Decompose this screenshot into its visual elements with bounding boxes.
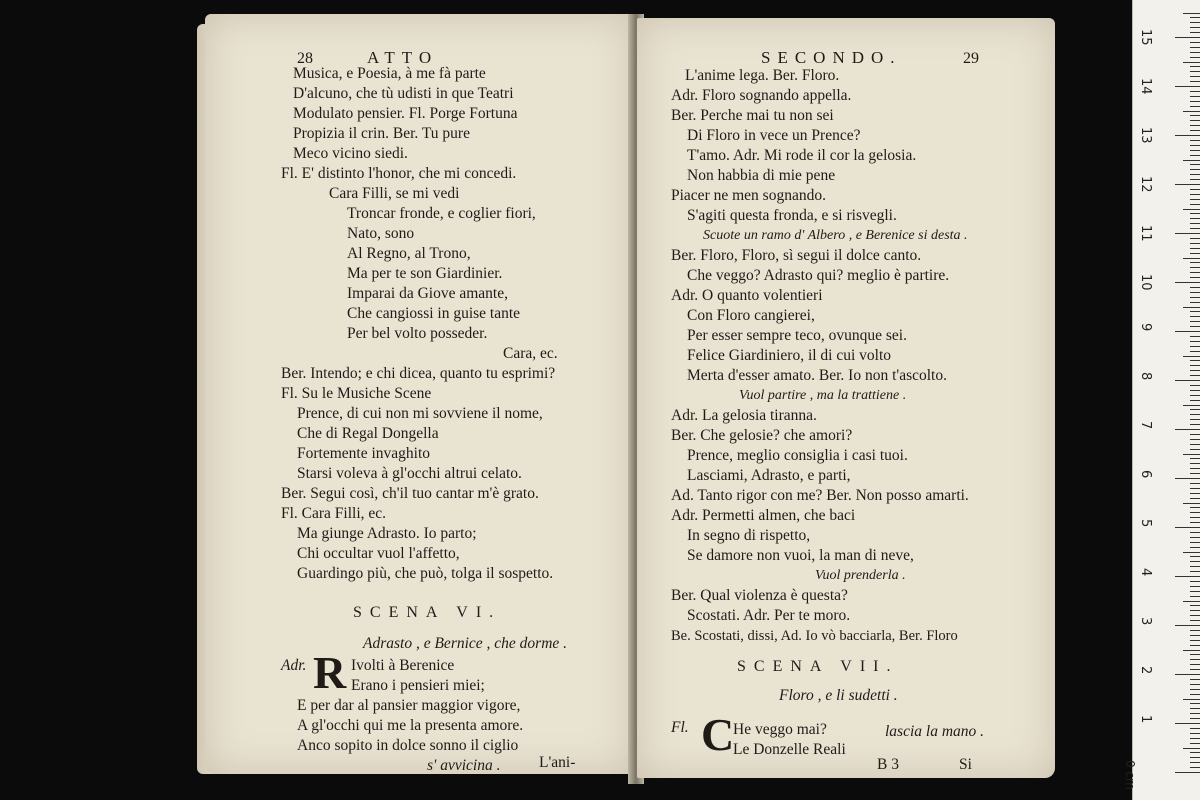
ruler-tick xyxy=(1190,311,1200,312)
ruler-tick xyxy=(1190,728,1200,729)
ruler-number: 6 xyxy=(1138,470,1153,479)
text-line: Troncar fronde, e coglier fiori, xyxy=(347,205,536,222)
text-line: He veggo mai? xyxy=(733,721,827,738)
ruler-tick xyxy=(1190,336,1200,337)
ruler-tick xyxy=(1190,76,1200,77)
text-line: Che cangiossi in guise tante xyxy=(347,305,521,322)
ruler-tick xyxy=(1190,218,1200,219)
ruler-tick xyxy=(1175,478,1200,479)
ruler-tick xyxy=(1190,571,1200,572)
text-line: Guardingo più, che può, tolga il sospetto. xyxy=(297,565,554,582)
stage-direction: Vuol prenderla . xyxy=(815,568,906,583)
ruler-tick xyxy=(1183,62,1200,63)
text-line: Chi occultar vuol l'affetto, xyxy=(297,545,460,562)
text-line: Ber. Che gelosie? che amori? xyxy=(671,427,853,444)
ruler-tick xyxy=(1190,292,1200,293)
ruler-tick xyxy=(1190,517,1200,518)
scene-characters: Floro , e li sudetti . xyxy=(779,687,898,704)
ruler-tick xyxy=(1190,174,1200,175)
text-line: Fl. E' distinto l'honor, che mi concedi. xyxy=(281,165,517,182)
ruler-tick xyxy=(1190,32,1200,33)
ruler-tick xyxy=(1190,57,1200,58)
ruler-tick xyxy=(1190,248,1200,249)
ruler-tick xyxy=(1183,454,1200,455)
text-line: Lasciami, Adrasto, e parti, xyxy=(687,467,851,484)
text-line: Scostati. Adr. Per te moro. xyxy=(687,607,851,624)
text-line: Che veggo? Adrasto qui? meglio è partire. xyxy=(687,267,950,284)
ruler-tick xyxy=(1190,199,1200,200)
ruler-tick xyxy=(1190,654,1200,655)
ruler-tick xyxy=(1175,86,1200,87)
ruler-tick xyxy=(1190,228,1200,229)
ruler-tick xyxy=(1190,439,1200,440)
ruler-tick xyxy=(1175,723,1200,724)
ruler-tick xyxy=(1190,360,1200,361)
text-line: Al Regno, al Trono, xyxy=(347,245,471,262)
right-page xyxy=(637,18,1055,778)
ruler-tick xyxy=(1175,772,1200,773)
ruler-tick xyxy=(1190,605,1200,606)
text-line: D'alcuno, che tù udisti in que Teatri xyxy=(293,85,514,102)
text-line: A gl'occhi qui me la presenta amore. xyxy=(297,717,524,734)
ruler-tick xyxy=(1190,434,1200,435)
ruler-tick xyxy=(1190,27,1200,28)
ruler-tick xyxy=(1175,37,1200,38)
ruler-tick xyxy=(1183,552,1200,553)
ruler-tick xyxy=(1190,581,1200,582)
ruler-number: 5 xyxy=(1138,519,1153,528)
stage-direction: Vuol partire , ma la trattiene . xyxy=(739,388,907,403)
ruler-tick xyxy=(1190,752,1200,753)
ruler-tick xyxy=(1190,321,1200,322)
text-line: Per esser sempre teco, ovunque sei. xyxy=(687,327,907,344)
text-line: Le Donzelle Reali xyxy=(733,741,846,758)
ruler-tick xyxy=(1190,326,1200,327)
ruler-tick xyxy=(1190,238,1200,239)
ruler-tick xyxy=(1190,150,1200,151)
ruler-tick xyxy=(1190,591,1200,592)
ruler-tick xyxy=(1190,409,1200,410)
ruler-tick xyxy=(1190,390,1200,391)
text-line: Be. Scostati, dissi, Ad. Io vò bacciarla, Ber. Floro xyxy=(671,628,958,644)
text-line: Cara, ec. xyxy=(503,345,558,362)
text-line: Se damore non vuoi, la man di neve, xyxy=(687,547,914,564)
ruler-tick xyxy=(1190,635,1200,636)
ruler-tick xyxy=(1190,542,1200,543)
ruler-tick xyxy=(1190,463,1200,464)
ruler-tick xyxy=(1190,164,1200,165)
ruler-number: 15 xyxy=(1138,29,1153,46)
ruler-tick xyxy=(1190,468,1200,469)
ruler-tick xyxy=(1190,400,1200,401)
text-line: Ma giunge Adrasto. Io parto; xyxy=(297,525,477,542)
ruler-tick xyxy=(1190,106,1200,107)
ruler-tick xyxy=(1190,243,1200,244)
ruler-unit-label: 0 cm xyxy=(1123,760,1137,790)
text-line: Ad. Tanto rigor con me? Ber. Non posso amarti. xyxy=(671,487,969,504)
ruler-tick xyxy=(1190,713,1200,714)
ruler-tick xyxy=(1190,385,1200,386)
text-line: Nato, sono xyxy=(347,225,415,242)
ruler-tick xyxy=(1190,424,1200,425)
ruler-tick xyxy=(1190,169,1200,170)
ruler-tick xyxy=(1190,512,1200,513)
ruler-tick xyxy=(1190,659,1200,660)
measurement-ruler xyxy=(1123,0,1200,800)
ruler-tick xyxy=(1190,743,1200,744)
ruler-tick xyxy=(1190,395,1200,396)
ruler-tick xyxy=(1190,684,1200,685)
ruler-tick xyxy=(1190,120,1200,121)
scene-characters: Adrasto , e Bernice , che dorme . xyxy=(363,635,568,652)
ruler-tick xyxy=(1190,733,1200,734)
ruler-number: 13 xyxy=(1138,127,1153,144)
ruler-tick xyxy=(1190,645,1200,646)
text-line: Prence, meglio consiglia i casi tuoi. xyxy=(687,447,908,464)
ruler-tick xyxy=(1190,414,1200,415)
drop-cap: R xyxy=(313,647,347,698)
ruler-number: 2 xyxy=(1138,666,1153,675)
ruler-tick xyxy=(1190,620,1200,621)
ruler-tick xyxy=(1190,189,1200,190)
text-line: Ber. Segui così, ch'il tuo cantar m'è grato. xyxy=(281,485,539,502)
ruler-number: 11 xyxy=(1138,225,1153,242)
ruler-tick xyxy=(1190,130,1200,131)
ruler-tick xyxy=(1190,630,1200,631)
ruler-tick xyxy=(1190,537,1200,538)
ruler-tick xyxy=(1190,96,1200,97)
ruler-tick xyxy=(1190,767,1200,768)
ruler-number: 12 xyxy=(1138,176,1153,193)
text-line: Ma per te son Giardinier. xyxy=(347,265,503,282)
text-line: Ivolti à Berenice xyxy=(351,657,455,674)
text-line: Adr. La gelosia tiranna. xyxy=(671,407,817,424)
ruler-tick xyxy=(1190,375,1200,376)
ruler-tick xyxy=(1190,297,1200,298)
ruler-tick xyxy=(1190,718,1200,719)
running-head: ATTO xyxy=(367,48,439,67)
text-line: Merta d'esser amato. Ber. Io non t'ascolto. xyxy=(687,367,947,384)
ruler-tick xyxy=(1190,610,1200,611)
ruler-tick xyxy=(1175,429,1200,430)
ruler-tick xyxy=(1183,699,1200,700)
catchword: L'ani- xyxy=(539,754,576,771)
ruler-tick xyxy=(1175,576,1200,577)
text-line: L'anime lega. Ber. Floro. xyxy=(685,67,840,84)
ruler-tick xyxy=(1175,233,1200,234)
ruler-tick xyxy=(1190,458,1200,459)
text-line: Ber. Intendo; e chi dicea, quanto tu esprimi? xyxy=(281,365,556,382)
ruler-number: 8 xyxy=(1138,372,1153,381)
ruler-tick xyxy=(1190,370,1200,371)
ruler-tick xyxy=(1190,81,1200,82)
ruler-tick xyxy=(1190,140,1200,141)
ruler-tick xyxy=(1190,532,1200,533)
text-line: E per dar al pansier maggior vigore, xyxy=(297,697,521,714)
ruler-tick xyxy=(1190,708,1200,709)
ruler-tick xyxy=(1190,179,1200,180)
ruler-tick xyxy=(1190,277,1200,278)
ruler-number: 14 xyxy=(1138,78,1153,95)
ruler-tick xyxy=(1190,287,1200,288)
text-line: Prence, di cui non mi sovviene il nome, xyxy=(297,405,543,422)
text-line: Di Floro in vece un Prence? xyxy=(687,127,861,144)
ruler-number: 9 xyxy=(1138,323,1153,332)
ruler-number: 1 xyxy=(1138,715,1153,724)
text-line: Erano i pensieri miei; xyxy=(351,677,485,694)
ruler-tick xyxy=(1175,527,1200,528)
ruler-tick xyxy=(1190,267,1200,268)
ruler-tick xyxy=(1190,101,1200,102)
ruler-tick xyxy=(1190,556,1200,557)
speaker-label: Fl. xyxy=(671,719,689,736)
ruler-tick xyxy=(1190,194,1200,195)
ruler-tick xyxy=(1190,640,1200,641)
ruler-tick xyxy=(1190,664,1200,665)
ruler-tick xyxy=(1183,601,1200,602)
ruler-tick xyxy=(1190,596,1200,597)
ruler-tick xyxy=(1190,449,1200,450)
ruler-tick xyxy=(1190,561,1200,562)
speaker-label: Adr. xyxy=(281,657,307,674)
text-line: Modulato pensier. Fl. Porge Fortuna xyxy=(293,105,518,122)
text-line: Musica, e Poesia, à me fà parte xyxy=(293,65,486,82)
ruler-tick xyxy=(1190,17,1200,18)
ruler-tick xyxy=(1190,223,1200,224)
catchword: Si xyxy=(959,756,972,773)
ruler-tick xyxy=(1175,135,1200,136)
text-line: Non habbia di mie pene xyxy=(687,167,836,184)
ruler-tick xyxy=(1190,507,1200,508)
ruler-tick xyxy=(1190,47,1200,48)
ruler-tick xyxy=(1190,66,1200,67)
ruler-tick xyxy=(1190,669,1200,670)
ruler-tick xyxy=(1190,341,1200,342)
ruler-number: 7 xyxy=(1138,421,1153,430)
text-line: Felice Giardiniero, il di cui volto xyxy=(687,347,892,364)
text-line: Starsi voleva à gl'occhi altrui celato. xyxy=(297,465,522,482)
text-line: Fl. Su le Musiche Scene xyxy=(281,385,432,402)
left-page xyxy=(205,14,633,774)
ruler-tick xyxy=(1190,302,1200,303)
ruler-tick xyxy=(1175,184,1200,185)
text-line: Ber. Floro, Floro, sì segui il dolce canto. xyxy=(671,247,922,264)
ruler-tick xyxy=(1190,115,1200,116)
ruler-tick xyxy=(1190,42,1200,43)
ruler-tick xyxy=(1190,419,1200,420)
text-line: Piacer ne men sognando. xyxy=(671,187,826,204)
stage-direction: Scuote un ramo d' Albero , e Berenice si desta . xyxy=(703,228,968,243)
ruler-tick xyxy=(1183,160,1200,161)
ruler-tick xyxy=(1190,346,1200,347)
text-line: Cara Filli, se mi vedi xyxy=(329,185,460,202)
ruler-tick xyxy=(1190,493,1200,494)
ruler-tick xyxy=(1183,748,1200,749)
ruler-tick xyxy=(1183,503,1200,504)
ruler-tick xyxy=(1190,586,1200,587)
text-line: Per bel volto posseder. xyxy=(347,325,488,342)
ruler-tick xyxy=(1190,145,1200,146)
ruler-tick xyxy=(1190,762,1200,763)
ruler-tick xyxy=(1190,204,1200,205)
ruler-tick xyxy=(1190,547,1200,548)
text-line: In segno di rispetto, xyxy=(687,527,811,544)
ruler-tick xyxy=(1183,111,1200,112)
text-line: Fortemente invaghito xyxy=(297,445,431,462)
ruler-tick xyxy=(1190,365,1200,366)
text-line: Ber. Qual violenza è questa? xyxy=(671,587,848,604)
ruler-tick xyxy=(1190,316,1200,317)
ruler-tick xyxy=(1190,757,1200,758)
ruler-tick xyxy=(1183,405,1200,406)
ruler-tick xyxy=(1190,522,1200,523)
ruler-tick xyxy=(1190,125,1200,126)
ruler-tick xyxy=(1183,258,1200,259)
ruler-tick xyxy=(1190,91,1200,92)
ruler-tick xyxy=(1190,615,1200,616)
ruler-tick xyxy=(1190,566,1200,567)
ruler-tick xyxy=(1183,307,1200,308)
running-head: SECONDO. xyxy=(761,48,902,67)
ruler-tick xyxy=(1190,679,1200,680)
ruler-tick xyxy=(1175,331,1200,332)
ruler-tick xyxy=(1190,262,1200,263)
ruler-tick xyxy=(1190,689,1200,690)
ruler-tick xyxy=(1190,703,1200,704)
text-line: Anco sopito in dolce sonno il ciglio xyxy=(297,737,519,754)
text-line: Adr. Floro sognando appella. xyxy=(671,87,852,104)
stage-direction: lascia la mano . xyxy=(885,723,985,740)
ruler-tick xyxy=(1183,356,1200,357)
ruler-number: 10 xyxy=(1138,274,1153,291)
ruler-tick xyxy=(1190,444,1200,445)
ruler-tick xyxy=(1190,488,1200,489)
ruler-tick xyxy=(1190,52,1200,53)
page-number: 29 xyxy=(963,50,979,67)
text-line: Ber. Perche mai tu non sei xyxy=(671,107,834,124)
ruler-tick xyxy=(1190,351,1200,352)
ruler-tick xyxy=(1175,282,1200,283)
page-number: 28 xyxy=(297,50,313,67)
ruler-tick xyxy=(1175,380,1200,381)
ruler-tick xyxy=(1190,213,1200,214)
stage-direction: s' avvicina . xyxy=(427,757,501,774)
text-line: Con Floro cangierei, xyxy=(687,307,815,324)
ruler-tick xyxy=(1183,650,1200,651)
scene-title: SCENA VII. xyxy=(737,658,899,675)
ruler-tick xyxy=(1190,738,1200,739)
ruler-tick xyxy=(1190,155,1200,156)
ruler-tick xyxy=(1190,22,1200,23)
ruler-tick xyxy=(1190,498,1200,499)
text-line: Fl. Cara Filli, ec. xyxy=(281,505,387,522)
text-line: Imparai da Giove amante, xyxy=(347,285,508,302)
ruler-tick xyxy=(1190,71,1200,72)
ruler-tick xyxy=(1190,694,1200,695)
text-line: Che di Regal Dongella xyxy=(297,425,439,442)
ruler-tick xyxy=(1190,483,1200,484)
open-book xyxy=(205,14,1055,784)
ruler-tick xyxy=(1190,272,1200,273)
text-line: Adr. O quanto volentieri xyxy=(671,287,823,304)
ruler-tick xyxy=(1183,13,1200,14)
signature-mark: B 3 xyxy=(877,756,899,773)
ruler-tick xyxy=(1183,209,1200,210)
ruler-number: 4 xyxy=(1138,568,1153,577)
drop-cap: C xyxy=(701,709,735,760)
text-line: T'amo. Adr. Mi rode il cor la gelosia. xyxy=(687,147,917,164)
ruler-tick xyxy=(1190,253,1200,254)
text-line: Propizia il crin. Ber. Tu pure xyxy=(293,125,470,142)
ruler-tick xyxy=(1175,674,1200,675)
ruler-number: 3 xyxy=(1138,617,1153,626)
text-line: S'agiti questa fronda, e si risvegli. xyxy=(687,207,897,224)
ruler-tick xyxy=(1175,625,1200,626)
ruler-tick xyxy=(1190,473,1200,474)
scene-title: SCENA VI. xyxy=(353,604,502,621)
text-line: Adr. Permetti almen, che baci xyxy=(671,507,856,524)
text-line: Meco vicino siedi. xyxy=(293,145,408,162)
